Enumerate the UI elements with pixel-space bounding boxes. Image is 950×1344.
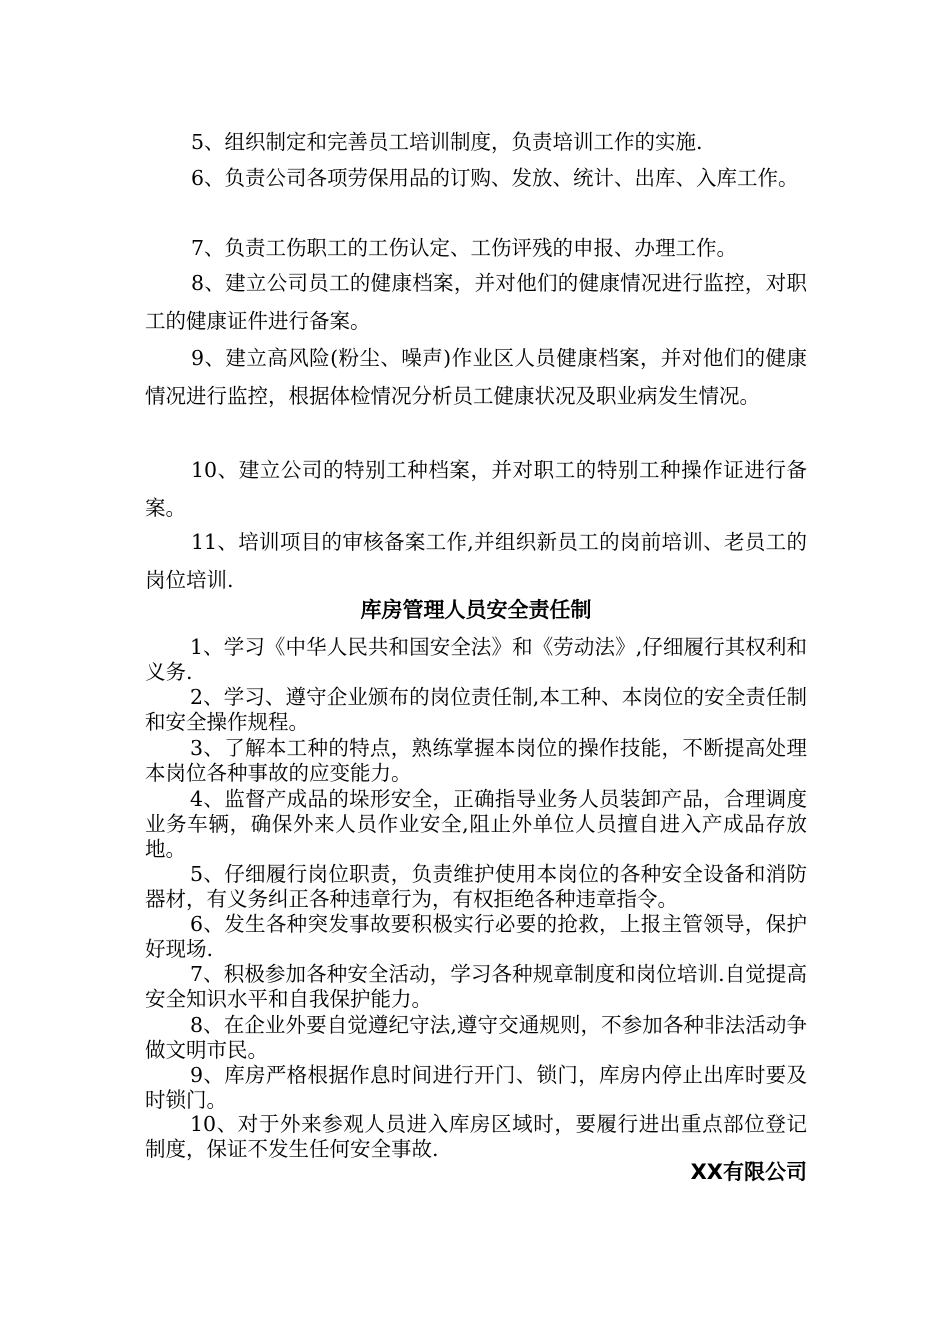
warehouse-item-10: 10、对于外来参观人员进入库房区域时，要履行进出重点部位登记制度，保证不发生任何安全事故. bbox=[145, 1112, 807, 1161]
warehouse-item-7: 7、积极参加各种安全活动，学习各种规章制度和岗位培训.自觉提高安全知识水平和自我保护能力。 bbox=[145, 962, 807, 1011]
warehouse-item-1: 1、学习《中华人民共和国安全法》和《劳动法》,仔细履行其权利和义务. bbox=[145, 635, 807, 684]
company-signature: XX有限公司 bbox=[690, 1160, 807, 1184]
duty-item-10: 10、建立公司的特别工种档案，并对职工的特别工种操作证进行备案。 bbox=[145, 458, 807, 520]
warehouse-item-3: 3、了解本工种的特点，熟练掌握本岗位的操作技能，不断提高处理本岗位各种事故的应变能力。 bbox=[145, 736, 807, 785]
duty-item-5: 5、组织制定和完善员工培训制度，负责培训工作的实施. bbox=[191, 130, 703, 154]
duty-item-11: 11、培训项目的审核备案工作,并组织新员工的岗前培训、老员工的岗位培训. bbox=[145, 530, 807, 592]
section-title: 库房管理人员安全责任制 bbox=[360, 598, 592, 622]
warehouse-item-5: 5、仔细履行岗位职责，负责维护使用本岗位的各种安全设备和消防器材，有义务纠正各种违章行为，有权拒绝各种违章指令。 bbox=[145, 862, 807, 911]
duty-item-7: 7、负责工伤职工的工伤认定、工伤评残的申报、办理工作。 bbox=[191, 236, 738, 260]
duty-item-8: 8、建立公司员工的健康档案，并对他们的健康情况进行监控，对职工的健康证件进行备案。 bbox=[145, 271, 807, 333]
duty-item-9: 9、建立高风险(粉尘、噪声)作业区人员健康档案，并对他们的健康情况进行监控，根据体检情况分析员工健康状况及职业病发生情况。 bbox=[145, 346, 807, 408]
warehouse-item-8: 8、在企业外要自觉遵纪守法,遵守交通规则，不参加各种非法活动争做文明市民。 bbox=[145, 1013, 807, 1062]
warehouse-item-4: 4、监督产成品的垛形安全，正确指导业务人员装卸产品，合理调度业务车辆，确保外来人员作业安全,阻止外单位人员擅自进入产成品存放地。 bbox=[145, 787, 807, 861]
duty-item-6: 6、负责公司各项劳保用品的订购、发放、统计、出库、入库工作。 bbox=[191, 166, 799, 190]
warehouse-item-6: 6、发生各种突发事故要积极实行必要的抢救，上报主管领导，保护好现场. bbox=[145, 912, 807, 961]
warehouse-item-9: 9、库房严格根据作息时间进行开门、锁门，库房内停止出库时要及时锁门。 bbox=[145, 1063, 807, 1112]
warehouse-item-2: 2、学习、遵守企业颁布的岗位责任制,本工种、本岗位的安全责任制和安全操作规程。 bbox=[145, 685, 807, 734]
